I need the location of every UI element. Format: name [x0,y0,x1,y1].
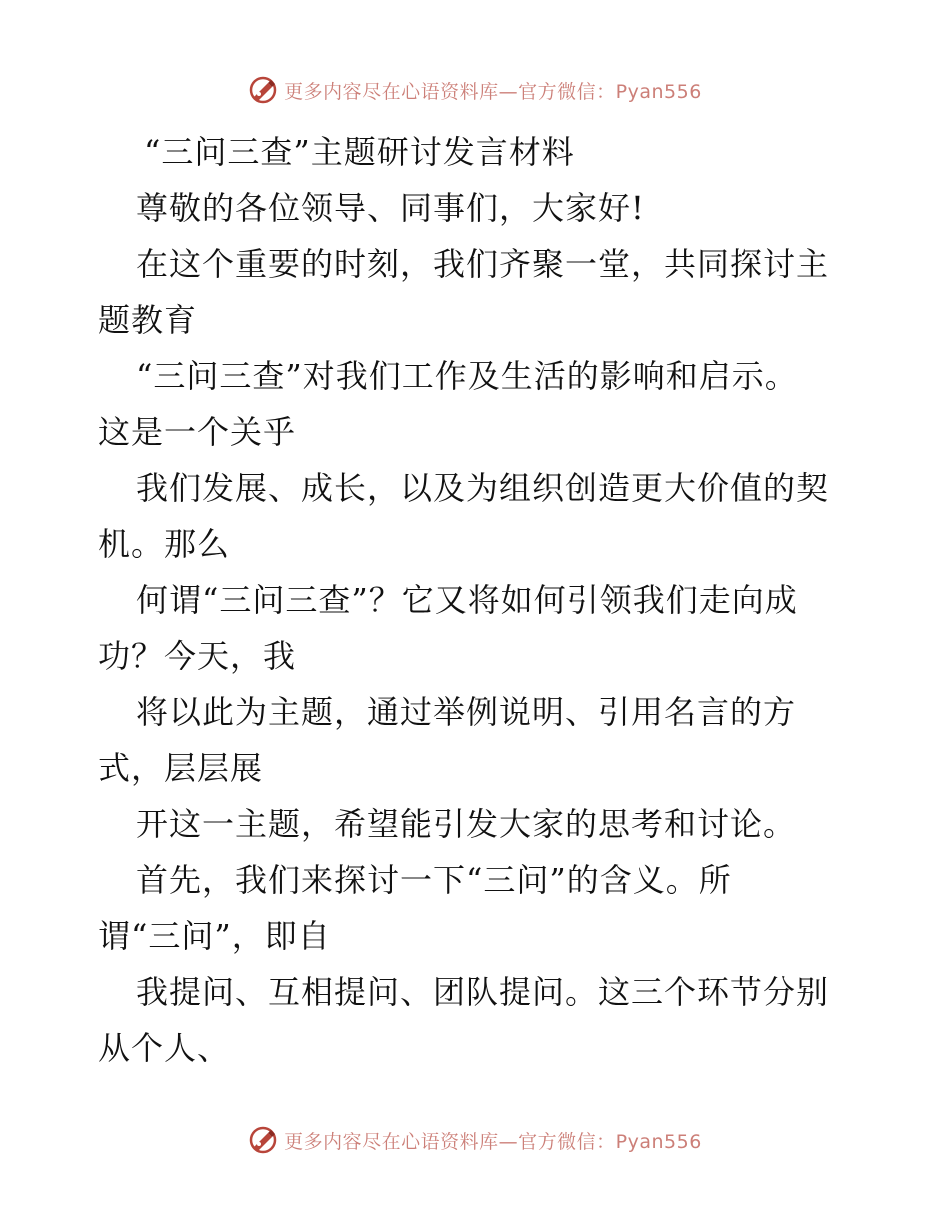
paragraph-line: 在这个重要的时刻，我们齐聚一堂，共同探讨主 [136,245,830,283]
paragraph-line: 从个人、 [98,1029,231,1067]
document-title: “三问三查”主题研讨发言材料 [144,133,575,171]
pen-logo-icon [248,75,278,105]
paragraph-line: 我们发展、成长，以及为组织创造更大价值的契 [136,469,830,507]
paragraph-line: 式，层层展 [98,749,264,787]
paragraph-line: 我提问、互相提问、团队提问。这三个环节分别 [136,973,830,1011]
paragraph-line: 何谓“三问三查”？它又将如何引领我们走向成 [136,581,798,619]
paragraph-line: 机。那么 [98,525,231,563]
footer-watermark [0,1120,950,1160]
paragraph-line: 开这一主题，希望能引发大家的思考和讨论。 [136,805,797,843]
paragraph-line: 首先，我们来探讨一下“三问”的含义。所 [136,861,732,899]
paragraph-line: 这是一个关乎 [98,413,297,451]
watermark-text: 更多内容尽在心语资料库—官方微信：Pyan556 [284,80,702,103]
document-body [98,124,858,1076]
paragraph-line: “三问三查”对我们工作及生活的影响和启示。 [136,357,798,395]
paragraph-line: 题教育 [98,301,198,339]
paragraph-line: 将以此为主题，通过举例说明、引用名言的方 [136,693,797,731]
watermark-text: 更多内容尽在心语资料库—官方微信：Pyan556 [284,1130,702,1153]
paragraph-line: 谓“三问”，即自 [98,917,331,955]
header-watermark [0,70,950,110]
paragraph-line: 尊敬的各位领导、同事们，大家好! [136,189,645,227]
pen-logo-icon [248,1125,278,1155]
paragraph-line: 功？今天，我 [98,637,297,675]
